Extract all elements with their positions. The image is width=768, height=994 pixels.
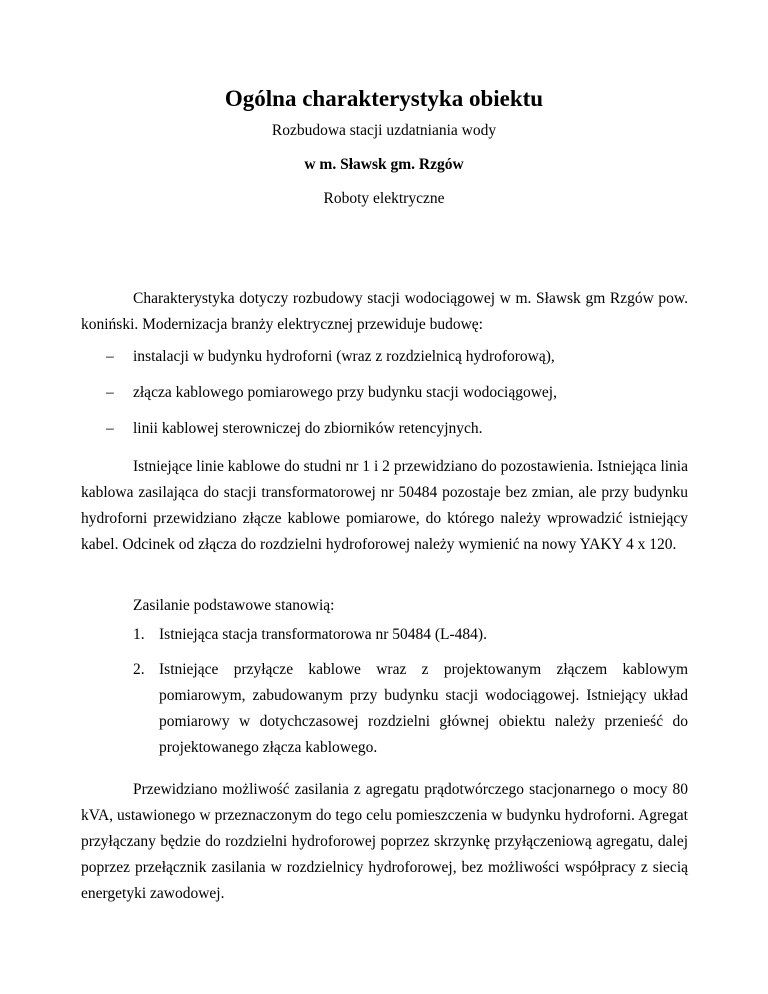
list-item [81,344,688,380]
list-item-text: instalacji w budynku hydroforni (wraz z rozdzielnicą hydroforową), [133,348,555,365]
basic-supply-heading [81,593,688,619]
list-item-text: złącza kablowego pomiarowego przy budynku stacji wodociągowej, [133,384,557,401]
list-item-text: linii kablowej sterowniczej do zbiorników retencyjnych. [133,420,483,437]
item-number: 2. [133,661,145,678]
numbered-item [81,657,688,761]
basic-supply-text: Zasilanie podstawowe stanowią: [133,597,335,614]
numbered-item-text: Istniejące przyłącze kablowe wraz z projektowanym złączem kablowym pomiarowym, zabudowanym przy budynku stacji wodociągowej. Istniejący układ pomiarowy w dotychczasowej rozdzielni głównej obiektu należy przenieść do projektowanego złącza kablowego. [159,661,688,756]
project-name: Rozbudowa stacji uzdatniania wody [271,122,497,139]
numbered-item [81,622,688,648]
item-number: 1. [133,626,145,643]
intro-paragraph [81,286,688,338]
generator-text: Przewidziano możliwość zasilania z agregatu prądotwórczego stacjonarnego o mocy 80 kVA, ustawionego w przeznaczonym do tego celu pomieszczenia w budynku hydroforni. Agregat przyłączany będzie do rozdzielni hydroforowej poprzez skrzynkę przyłączeniową agregatu, dalej poprzez przełącznik zasilania w rozdzielnicy hydroforowej, bez możliwości współpracy z siecią energetyki zawodowej. [81,781,688,902]
existing-lines-text: Istniejące linie kablowe do studni nr 1 i 2 przewidziano do pozostawienia. Istniejąca linia kablowa zasilająca do stacji transformatorowej nr 50484 pozostaje bez zmian, ale przy budynku hydroforni przewidziano złącze kablowe pomiarowe, do którego należy wprowadzić istniejący kabel. Odcinek od złącza do rozdzielni hydroforowej należy wymienić na nowy YAKY 4 x 120. [81,458,688,553]
existing-lines-paragraph [81,454,688,558]
works-type: Roboty elektryczne [323,190,445,207]
dash-bullet: – [106,348,114,365]
numbered-item-text: Istniejąca stacja transformatorowa nr 50484 (L-484). [159,626,487,643]
supply-list [81,622,688,770]
dash-bullet: – [106,384,114,401]
generator-paragraph [81,777,688,907]
project-location: w m. Sławsk gm. Rzgów [304,156,464,173]
document-title: Ogólna charakterystyka obiektu [224,86,544,111]
dash-bullet: – [106,420,114,437]
intro-text: Charakterystyka dotyczy rozbudowy stacji wodociągowej w m. Sławsk gm Rzgów pow. koniński. Modernizacja branży elektrycznej przewiduje budowę: [81,290,688,333]
list-item [81,380,688,416]
scope-list [81,344,688,452]
list-item [81,416,688,452]
